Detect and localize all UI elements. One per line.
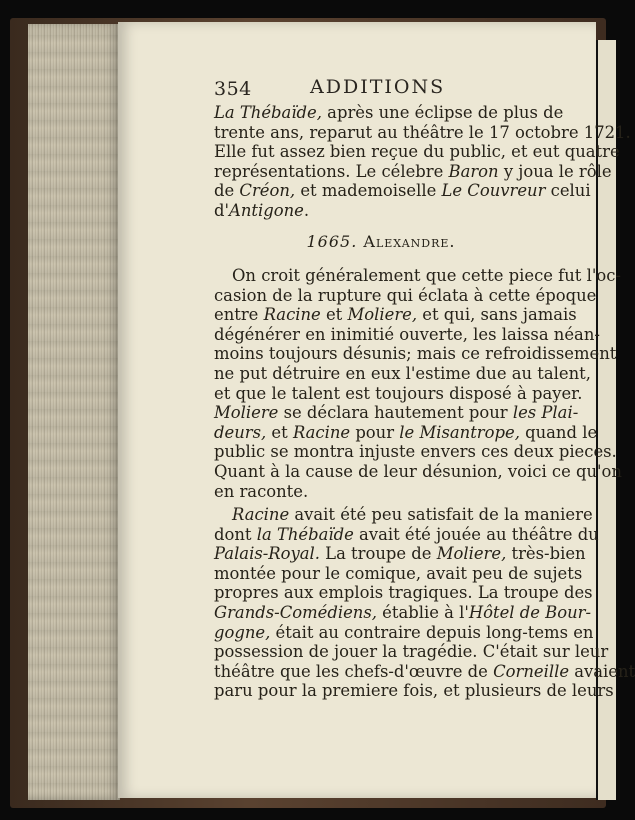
text-line: dégénérer en inimitié ouverte, les laissa néan-	[214, 324, 600, 344]
page-edges	[28, 24, 120, 800]
text-line: montée pour le comique, avait peu de sujets	[214, 563, 583, 583]
text-line: de Créon, et mademoiselle Le Couvreur celui	[214, 181, 591, 201]
text-line: entre Racine et Moliere, et qui, sans jamais	[214, 305, 577, 325]
text-line: et que le talent est toujours disposé à payer.	[214, 383, 583, 403]
text-line: Palais-Royal. La troupe de Moliere, très-bien	[214, 544, 586, 564]
text-line: moins toujours désunis; mais ce refroidissement	[214, 344, 617, 364]
paragraph-thebaide	[214, 103, 631, 221]
page-number: 354	[214, 78, 252, 100]
section-title: Alexandre.	[363, 232, 456, 251]
section-heading	[214, 232, 548, 254]
text-line: Grands-Comédiens, établie à l'Hôtel de Bour-	[214, 602, 592, 622]
text-line: ne put détruire en eux l'estime due au talent,	[214, 363, 591, 383]
text-line: gogne, était au contraire depuis long-tems en	[214, 622, 594, 642]
text-line: public se montra injuste envers ces deux pieces.	[214, 442, 617, 462]
text-line: deurs, et Racine pour le Misantrope, quand le	[214, 422, 598, 442]
text-line: théâtre que les chefs-d'œuvre de Corneille avaient	[214, 661, 635, 681]
text-line: Moliere se déclara hautement pour les Plai-	[214, 403, 579, 423]
paragraph-rupture	[214, 266, 622, 501]
text-line: La Thébaïde, après une éclipse de plus de	[214, 103, 564, 122]
text-line: On croit généralement que cette piece fut l'oc-	[232, 266, 621, 285]
text-line: casion de la rupture qui éclata à cette époque	[214, 285, 597, 305]
page-header	[214, 76, 548, 102]
section-year: 1665.	[306, 232, 358, 251]
text-line: Quant à la cause de leur désunion, voici ce qu'on	[214, 461, 622, 481]
text-line: dont la Thébaïde avait été jouée au théâtre du	[214, 524, 599, 544]
text-line: propres aux emplois tragiques. La troupe des	[214, 583, 593, 603]
text-line: d'Antigone.	[214, 200, 310, 220]
text-line: représentations. Le célebre Baron y joua le rôle	[214, 161, 612, 181]
text-line: paru pour la premiere fois, et plusieurs de leurs	[214, 681, 614, 701]
text-line: Racine avait été peu satisfait de la maniere	[232, 505, 593, 524]
text-line: possession de jouer la tragédie. C'était sur leur	[214, 642, 609, 662]
text-line: en raconte.	[214, 481, 309, 501]
text-line: Elle fut assez bien reçue du public, et eut quatre	[214, 142, 620, 162]
paragraph-racine	[214, 505, 635, 701]
running-head: ADDITIONS	[310, 76, 446, 98]
text-line: trente ans, reparut au théâtre le 17 octobre 1721.	[214, 122, 631, 142]
